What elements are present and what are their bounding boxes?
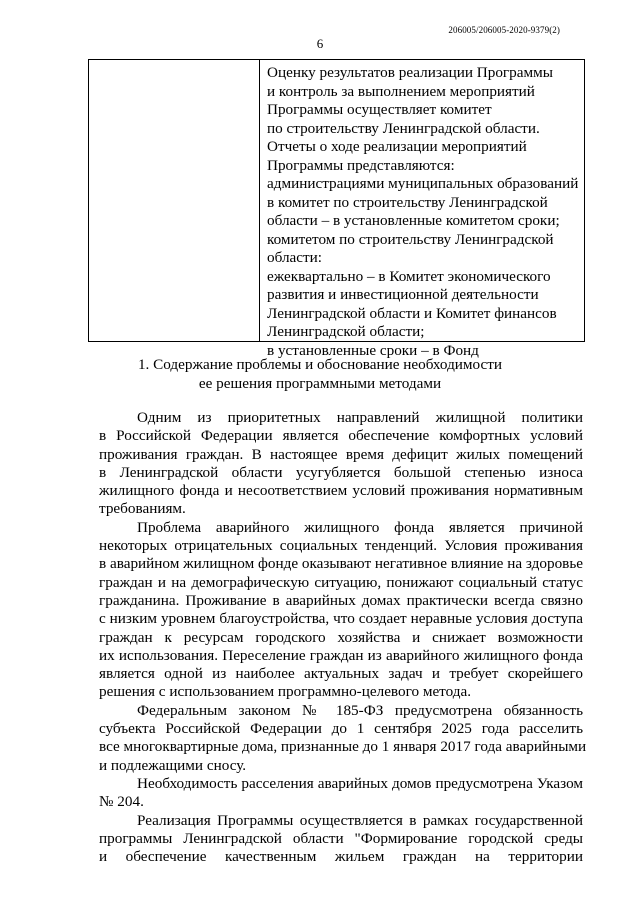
body-text (99, 409, 587, 866)
body-line: Проблема аварийного жилищного фонда является причиной (137, 518, 583, 536)
body-line: с низким уровнем благоустройства, что создает неравные условия доступа (99, 610, 583, 628)
body-line: в аварийном жилищном фонде оказывают негативное влияние на здоровье (99, 555, 583, 573)
body-line: субъекта Российской Федерации до 1 сентября 2025 года расселить (99, 720, 583, 738)
body-line: гражданина. Проживание в аварийных домах практически всегда связно (99, 591, 583, 609)
body-line: в Российской Федерации является обеспечение комфортных условий (99, 427, 583, 445)
body-line: Необходимость расселения аварийных домов предусмотрена Указом (137, 774, 583, 792)
body-line: Федеральным законом № 185-ФЗ предусмотрена обязанность (137, 701, 583, 719)
table-cell-line: Программы представляются: (267, 156, 455, 174)
document-id: 206005/206005-2020-9379(2) (448, 25, 560, 35)
section-title (0, 355, 640, 393)
body-line: граждан и на демографическую ситуацию, понижают социальный статус (99, 573, 583, 591)
body-line: жилищного фонда и несоответствием условий проживания нормативным (99, 482, 583, 500)
table-cell-line: Программы осуществляет комитет (267, 101, 492, 118)
page-number: 6 (316, 36, 324, 51)
table-cell-line: администрациями муниципальных образований (267, 175, 579, 192)
body-line: решения с использованием программно-целевого метода. (99, 683, 472, 701)
table-cell-line: в установленные сроки – в Фонд (267, 341, 479, 359)
table-cell-line: ежеквартально – в Комитет экономического (267, 267, 551, 285)
section-title-line: ее решения программными методами (198, 375, 442, 392)
table-cell-line: области – в установленные комитетом сроки; (267, 212, 560, 229)
body-line: Реализация Программы осуществляется в рамках государственной (137, 811, 583, 829)
body-line: и подлежащими сносу. (99, 756, 247, 774)
body-line: № 204. (99, 793, 144, 811)
table-cell-line: области: (267, 249, 322, 266)
body-line: некоторых отрицательных социальных тенденций. Условия проживания (99, 537, 583, 555)
body-line: все многоквартирные дома, признанные до 1 января 2017 года аварийными (99, 738, 587, 756)
body-line: граждан к ресурсам городского хозяйства и снижает возможности (99, 628, 583, 646)
table-cell-line: Ленинградской области; (267, 323, 425, 340)
program-table (88, 59, 585, 359)
table-cell-line: Отчеты о ходе реализации мероприятий (267, 138, 527, 155)
table-cell-line: комитетом по строительству Ленинградской (267, 230, 554, 248)
table-cell-line: Оценку результатов реализации Программы (267, 64, 553, 81)
table-cell-line: развития и инвестиционной деятельности (267, 286, 539, 303)
body-line: программы Ленинградской области "Формирование городской среды (99, 829, 583, 847)
body-line: и обеспечение качественным жильем граждан на территории (99, 848, 583, 866)
table-cell-line: Ленинградской области и Комитет финансов (267, 304, 557, 322)
section-title-line: 1. Содержание проблемы и обоснование необходимости (137, 356, 503, 373)
body-line: проживания граждан. В настоящее время дефицит жилых помещений (99, 445, 583, 463)
table-column-divider (259, 60, 260, 341)
body-line: требованиям. (99, 500, 186, 518)
body-line: Одним из приоритетных направлений жилищной политики (137, 409, 583, 426)
body-line: их использования. Переселение граждан из аварийного жилищного фонда (99, 646, 583, 664)
table-cell-line: в комитет по строительству Ленинградской (267, 193, 548, 211)
table-right-cell (267, 64, 580, 360)
table-cell-line: и контроль за выполнением мероприятий (267, 82, 535, 100)
body-line: является одной из наиболее актуальных задач и требует скорейшего (99, 665, 583, 683)
body-line: в Ленинградской области усугубляется большой степенью износа (99, 463, 583, 481)
table-cell-line: по строительству Ленинградской области. (267, 119, 540, 137)
